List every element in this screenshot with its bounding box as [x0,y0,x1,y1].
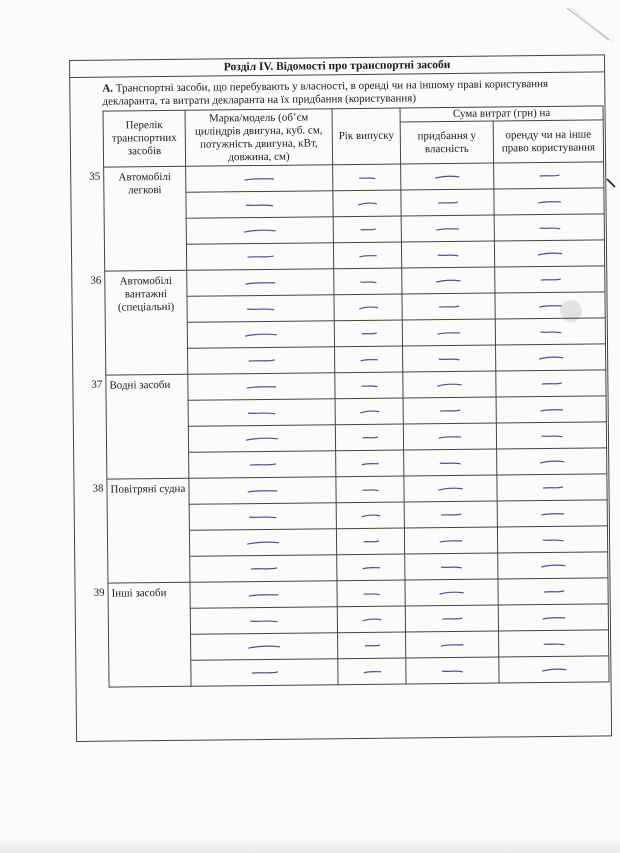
pen-dash [435,277,461,283]
row-number: 38 [92,482,104,495]
brand-cell [189,451,336,479]
pen-dash [359,382,379,388]
header-brand: Марка/модель (об’єм циліндрів двигуна, куб. см, потужність двигуна, кВт, довжина, см) [185,109,333,167]
pen-dash [361,538,381,544]
header-ownership: придбання у власність [400,121,493,164]
pen-dash [357,174,377,180]
ownership-cell [404,475,497,502]
row-number: 37 [91,378,103,391]
section-title: Розділ IV. Відомості про транспортні засоби [70,55,604,78]
rent-cell [496,344,606,371]
brand-cell [186,217,333,245]
pen-dash [439,589,465,595]
pen-dash [437,485,463,491]
pen-dash [538,406,564,412]
brand-cell [189,529,336,557]
pen-dash [540,588,566,594]
pen-dash [357,200,377,206]
pen-dash [539,510,565,516]
ownership-cell [403,423,496,450]
pen-dash [539,458,565,464]
pen-dash [358,252,378,258]
pen-dash [439,667,465,673]
category-label: Автомобілі легкові [118,170,172,197]
intro-paragraph [102,78,572,109]
year-cell [337,554,405,581]
ownership-cell [406,631,499,658]
rent-cell [494,162,604,189]
pen-dash [436,381,462,387]
brand-cell [190,555,337,583]
pen-dash [245,435,279,441]
ownership-cell [405,579,498,606]
pen-dash [537,250,563,256]
year-cell [334,320,402,347]
pen-dash [435,225,461,231]
category-label: Водні засоби [109,378,171,392]
intro-letter: А. [102,82,114,95]
brand-cell [189,503,336,531]
pen-mark [606,178,618,190]
header-year: Рік випуску [332,108,401,165]
rent-cell [494,240,604,267]
category-label: Автомобілі вантажні (спеціальні) [117,274,175,314]
ownership-cell [402,267,495,294]
brand-cell [191,633,338,661]
brand-cell [189,477,336,505]
year-cell [335,424,403,451]
year-cell [334,268,402,295]
year-cell [337,580,405,607]
pen-dash [436,303,462,309]
rent-cell [494,188,604,215]
rent-cell [498,604,608,631]
category-cell [91,374,189,479]
table-body [89,162,609,687]
row-number: 35 [89,170,101,183]
pen-dash [247,643,281,649]
pen-dash [247,669,281,675]
pen-dash [438,511,464,517]
pen-dash [436,355,462,361]
pen-dash [361,590,381,596]
pen-dash [538,432,564,438]
year-cell [333,190,401,217]
brand-cell [186,165,333,193]
brand-cell [188,399,335,427]
pen-dash [438,563,464,569]
ownership-cell [404,449,497,476]
pen-dash [359,434,379,440]
pen-dash [246,513,280,519]
year-cell [335,346,403,373]
pen-dash [360,512,380,518]
ownership-cell [405,605,498,632]
pen-dash [359,408,379,414]
pen-dash [247,617,281,623]
pen-dash [538,354,564,360]
year-cell [335,372,403,399]
category-label: Повітряні судна [110,482,186,496]
pen-dash [434,173,460,179]
section-frame [69,54,612,742]
ownership-cell [404,527,497,554]
pen-dash [539,484,565,490]
category-cell [92,478,190,583]
pen-dash [434,199,460,205]
pen-dash [541,666,567,672]
rent-cell [495,266,605,293]
row-number: 36 [90,274,102,287]
intro-text: Транспортні засоби, що перебувають у власності, в оренді чи на іншому праві користування декларанта, та витрати декларанта на їх придбання (користування) [102,77,549,108]
category-cell [93,582,191,687]
rent-cell [497,526,607,553]
year-cell [336,502,404,529]
brand-cell [186,243,333,271]
pen-dash [436,329,462,335]
year-cell [335,398,403,425]
ownership-cell [403,345,496,372]
category-cell [90,270,188,375]
year-cell [338,632,406,659]
pen-dash [243,227,277,233]
pen-dash [357,226,377,232]
pen-dash [540,614,566,620]
rent-cell [495,318,605,345]
pen-dash [536,198,562,204]
scan-edge [0,838,620,853]
pen-dash [359,356,379,362]
brand-cell [191,659,338,687]
pen-dash [358,330,378,336]
vehicles-table [89,105,610,687]
pen-dash [435,251,461,257]
pen-dash [541,640,567,646]
category-label: Інші засоби [111,587,167,600]
pen-dash [358,304,378,310]
ownership-cell [401,241,494,268]
brand-cell [187,269,334,297]
pen-dash [536,224,562,230]
pen-dash [538,380,564,386]
header-rent: оренду чи на інше право користування [493,120,603,163]
brand-cell [190,581,337,609]
pen-dash [437,407,463,413]
brand-cell [188,373,335,401]
pen-dash [246,565,280,571]
ownership-cell [406,657,499,684]
ownership-cell [405,553,498,580]
brand-cell [190,607,337,635]
header-sum: Сума витрат (грн) на [400,106,603,122]
pen-dash [244,357,278,363]
rent-cell [499,630,609,657]
pen-dash [243,279,277,285]
pen-dash [244,383,278,389]
pen-dash [537,328,563,334]
category-cell [89,166,187,271]
pen-dash [245,409,279,415]
pen-dash [360,486,380,492]
ownership-cell [403,371,496,398]
pen-dash [242,175,276,181]
pen-dash [358,278,378,284]
rent-cell [499,656,609,683]
brand-cell [188,425,335,453]
pen-dash [536,172,562,178]
pen-dash [360,460,380,466]
brand-cell [188,347,335,375]
rent-cell [496,396,606,423]
pen-dash [246,539,280,545]
year-cell [336,528,404,555]
year-cell [336,476,404,503]
pen-dash [362,668,382,674]
rent-cell [497,500,607,527]
rent-cell [494,214,604,241]
pen-dash [437,459,463,465]
pen-dash [243,253,277,259]
year-cell [334,294,402,321]
rent-cell [497,448,607,475]
year-cell [336,450,404,477]
rent-cell [495,292,605,319]
pen-dash [245,461,279,467]
rent-cell [498,552,608,579]
pen-dash [362,642,382,648]
pen-dash [244,305,278,311]
rent-cell [497,474,607,501]
pen-dash [437,433,463,439]
pen-dash [438,537,464,543]
rent-cell [496,370,606,397]
year-cell [337,606,405,633]
ownership-cell [403,397,496,424]
brand-cell [186,191,333,219]
header-list: Перелік транспортних засобів [103,110,186,167]
scan-fold-mark [565,6,615,46]
pen-dash [537,276,563,282]
ownership-cell [402,319,495,346]
year-cell [338,658,406,685]
pen-dash [540,536,566,542]
ownership-cell [401,215,494,242]
ownership-cell [401,163,494,190]
ownership-cell [404,501,497,528]
pen-dash [540,562,566,568]
pen-dash [245,487,279,493]
ownership-cell [402,293,495,320]
ownership-cell [401,189,494,216]
pen-dash [439,615,465,621]
year-cell [333,216,401,243]
row-number: 39 [93,586,105,599]
pen-dash [244,331,278,337]
pen-dash [361,564,381,570]
year-cell [333,164,401,191]
brand-cell [187,321,334,349]
rent-cell [498,578,608,605]
pen-dash [247,591,281,597]
pen-dash [537,302,563,308]
pen-dash [439,641,465,647]
pen-dash [242,201,276,207]
brand-cell [187,295,334,323]
year-cell [333,242,401,269]
pen-dash [361,616,381,622]
rent-cell [496,422,606,449]
